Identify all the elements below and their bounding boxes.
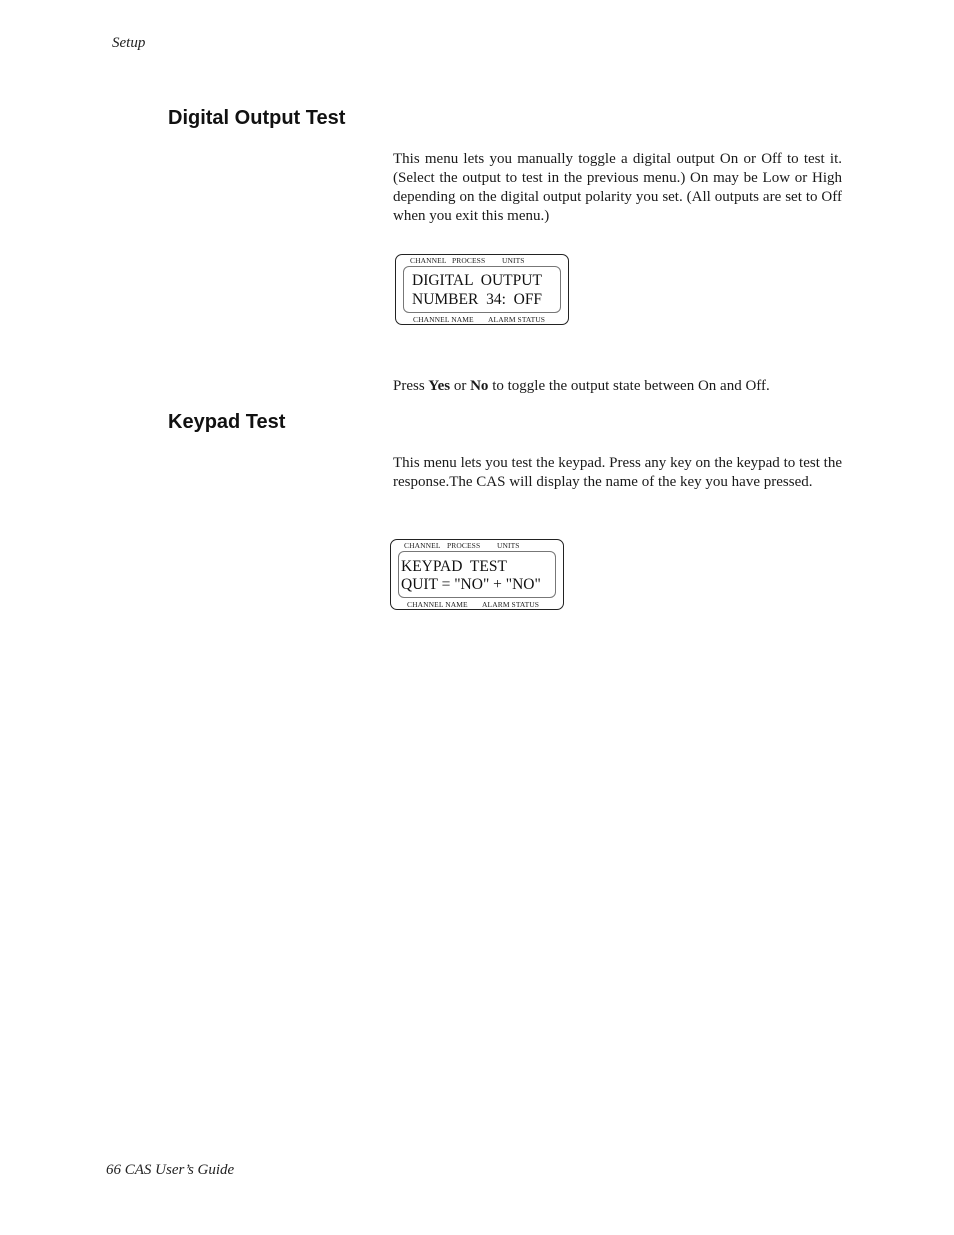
lcd-label-process: PROCESS [452,256,486,265]
section-heading-digital-output-test: Digital Output Test [168,107,346,129]
section-heading-keypad-test: Keypad Test [168,411,286,433]
lcd-line-2: NUMBER 34: OFF [412,291,543,308]
lcd-label-channel: CHANNEL [404,541,441,550]
instruction-middle: or [450,378,471,394]
lcd-label-process: PROCESS [447,541,481,550]
lcd-label-channel-name: CHANNEL NAME [407,600,468,609]
lcd-label-alarm-status: ALARM STATUS [482,600,540,609]
lcd-line-1: DIGITAL OUTPUT [412,272,542,289]
yes-key-label: Yes [428,378,451,394]
digital-output-test-description: This menu lets you manually toggle a digital output On or Off to test it. (Select the output to test in the previous menu.) On may be Low or High depending on the digital output polarity you set. (All outputs are set to Off when you exit this menu.) [393,151,842,224]
lcd-line-1: KEYPAD TEST [401,558,507,575]
running-header: Setup [112,35,146,51]
instruction-suffix: to toggle the output state between On and Off. [488,378,770,394]
instruction-prefix: Press [393,378,429,394]
digital-output-lcd-display [395,254,569,325]
page-footer: 66 CAS User’s Guide [106,1162,235,1178]
lcd-label-units: UNITS [502,256,525,265]
lcd-label-channel-name: CHANNEL NAME [413,315,474,324]
lcd-label-channel: CHANNEL [410,256,447,265]
lcd-label-alarm-status: ALARM STATUS [488,315,546,324]
no-key-label: No [470,378,489,394]
keypad-test-description: This menu lets you test the keypad. Press any key on the keypad to test the response.The CAS will display the name of the key you have pressed. [393,455,842,490]
lcd-label-units: UNITS [497,541,520,550]
lcd-line-2: QUIT = "NO" + "NO" [401,576,541,593]
toggle-instruction [393,377,842,396]
keypad-test-lcd-display [390,539,564,610]
